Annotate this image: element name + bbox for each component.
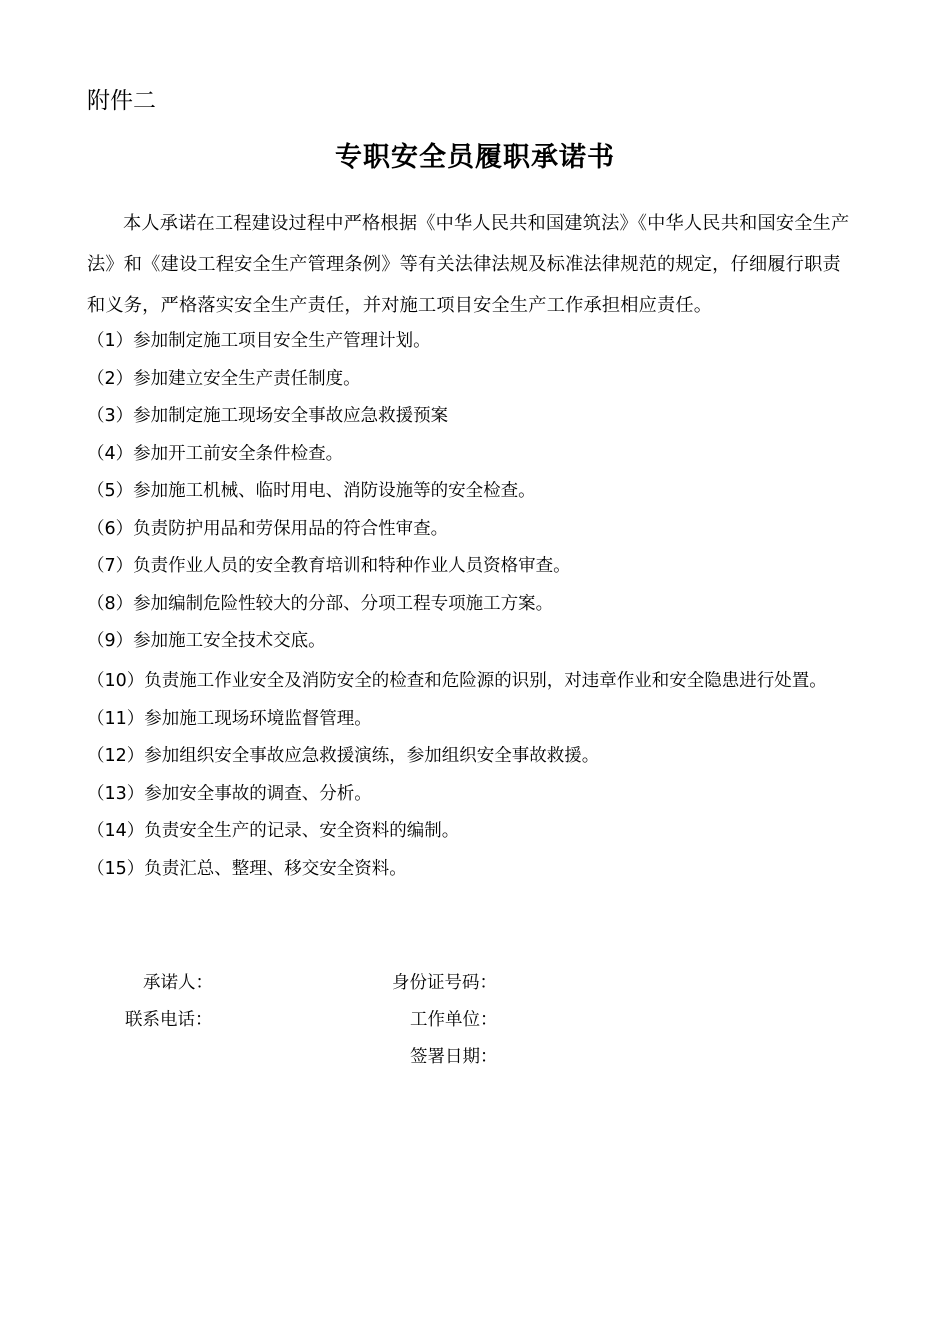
duty-item-8: （8）参加编制危险性较大的分部、分项工程专项施工方案。 [87, 593, 554, 614]
intro-paragraph: 本人承诺在工程建设过程中严格根据《中华人民共和国建筑法》《中华人民共和国安全生产法》和《建设工程安全生产管理条例》等有关法律法规及标准法律规范的规定，仔细履行职责和义务，严格落实安全生产责任，并对施工项目安全生产工作承担相应责任。 [87, 213, 850, 316]
duty-item-3: （3）参加制定施工现场安全事故应急救援预案 [87, 406, 449, 426]
duty-item-5: （5）参加施工机械、临时用电、消防设施等的安全检查。 [87, 481, 536, 501]
duty-item-10: （10）负责施工作业安全及消防安全的检查和危险源的识别，对违章作业和安全隐患进行处置。 [87, 670, 827, 691]
duty-item-12: （12）参加组织安全事故应急救援演练，参加组织安全事故救援。 [87, 746, 600, 766]
work-unit-label: 工作单位： [410, 1010, 498, 1030]
duty-item-6: （6）负责防护用品和劳保用品的符合性审查。 [87, 518, 449, 539]
attachment-label: 附件二 [87, 88, 156, 114]
duty-item-9: （9）参加施工安全技术交底。 [87, 631, 326, 651]
duty-item-2: （2）参加建立安全生产责任制度。 [87, 368, 361, 389]
duty-item-1: （1）参加制定施工项目安全生产管理计划。 [87, 331, 431, 351]
duty-item-15: （15）负责汇总、整理、移交安全资料。 [87, 858, 407, 879]
promisor-label: 承诺人： [143, 973, 213, 993]
phone-label: 联系电话： [125, 1010, 213, 1030]
duty-item-4: （4）参加开工前安全条件检查。 [87, 443, 344, 464]
duty-item-14: （14）负责安全生产的记录、安全资料的编制。 [87, 821, 460, 841]
id-number-label: 身份证号码： [392, 973, 497, 993]
duty-item-11: （11）参加施工现场环境监督管理。 [87, 708, 372, 729]
document-title: 专职安全员履职承诺书 [335, 142, 615, 173]
duty-list [87, 323, 857, 888]
duty-item-13: （13）参加安全事故的调查、分析。 [87, 783, 372, 804]
duty-item-7: （7）负责作业人员的安全教育培训和特种作业人员资格审查。 [87, 556, 571, 576]
sign-date-label: 签署日期： [410, 1047, 498, 1067]
